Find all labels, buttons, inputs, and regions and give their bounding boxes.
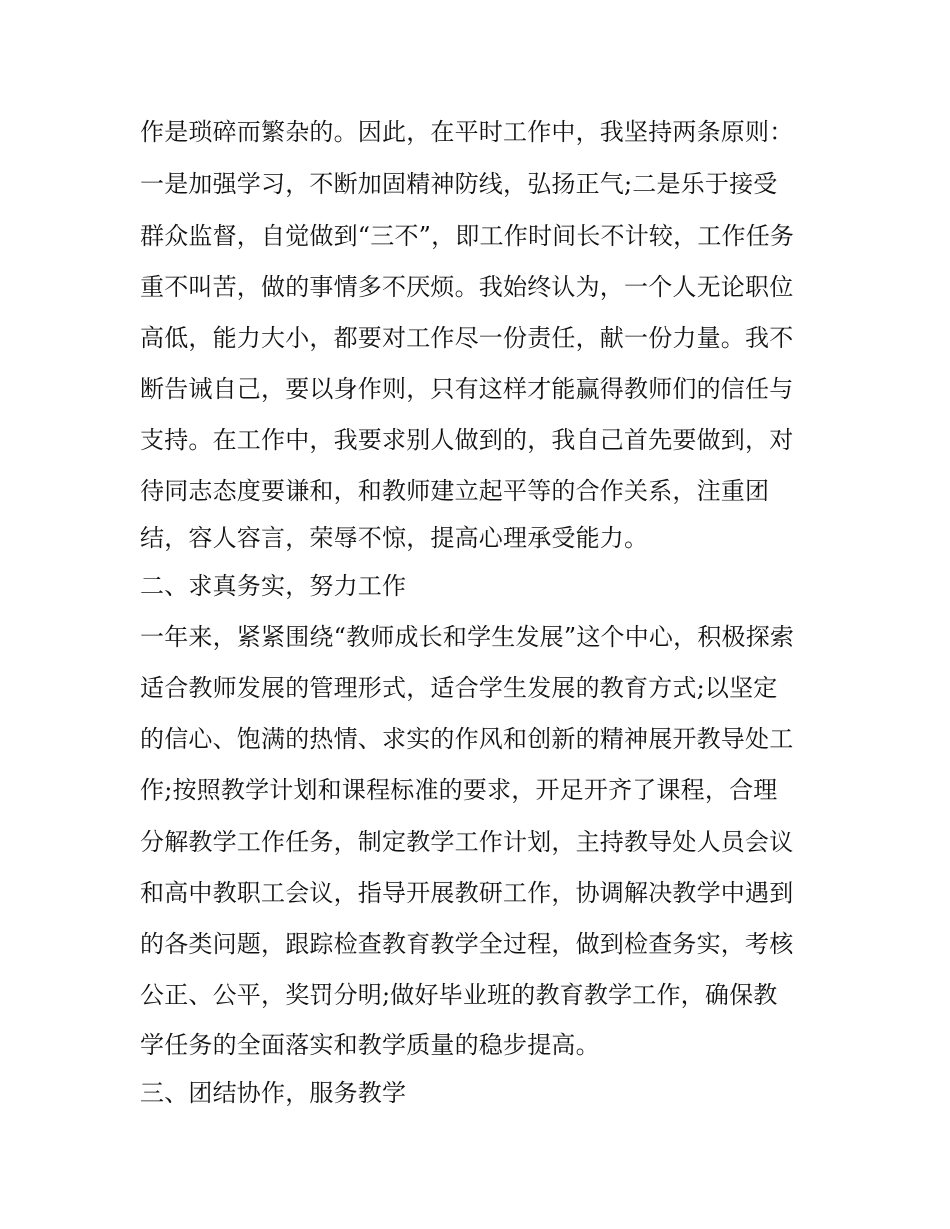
text-line: 待同志态度要谦和，和教师建立起平等的合作关系，注重团	[140, 477, 770, 505]
section-heading: 二、求真务实，努力工作	[140, 572, 407, 600]
text-line: 断告诫自己，要以身作则，只有这样才能赢得教师们的信任与	[140, 375, 794, 403]
text-line: 分解教学工作任务，制定教学工作计划，主持教导处人员会议	[140, 828, 794, 856]
text-line: 结，容人容言，荣辱不惊，提高心理承受能力。	[140, 524, 649, 552]
text-line: 一年来，紧紧围绕“教师成长和学生发展”这个中心，积极探索	[140, 623, 795, 651]
text-line: 一是加强学习，不断加固精神防线，弘扬正气;二是乐于接受	[140, 170, 778, 198]
text-line: 适合教师发展的管理形式，适合学生发展的教育方式;以坚定	[140, 674, 778, 702]
text-line: 高低，能力大小，都要对工作尽一份责任，献一份力量。我不	[140, 324, 794, 352]
text-line: 作是琐碎而繁杂的。因此，在平时工作中，我坚持两条原则：	[140, 118, 794, 146]
text-line: 公正、公平，奖罚分明;做好毕业班的教育教学工作，确保教	[140, 981, 778, 1009]
text-line: 支持。在工作中，我要求别人做到的，我自己首先要做到，对	[140, 426, 794, 454]
text-line: 的信心、饱满的热情、求实的作风和创新的精神展开教导处工	[140, 725, 794, 753]
section-heading: 三、团结协作，服务教学	[140, 1079, 407, 1107]
text-line: 重不叫苦，做的事情多不厌烦。我始终认为，一个人无论职位	[140, 273, 794, 301]
text-line: 的各类问题，跟踪检查教育教学全过程，做到检查务实，考核	[140, 930, 794, 958]
text-line: 学任务的全面落实和教学质量的稳步提高。	[140, 1031, 600, 1059]
text-line: 和高中教职工会议，指导开展教研工作，协调解决教学中遇到	[140, 879, 794, 907]
text-line: 群众监督，自觉做到“三不”，即工作时间长不计较，工作任务	[140, 222, 795, 250]
text-line: 作;按照教学计划和课程标准的要求，开足开齐了课程，合理	[140, 776, 778, 804]
